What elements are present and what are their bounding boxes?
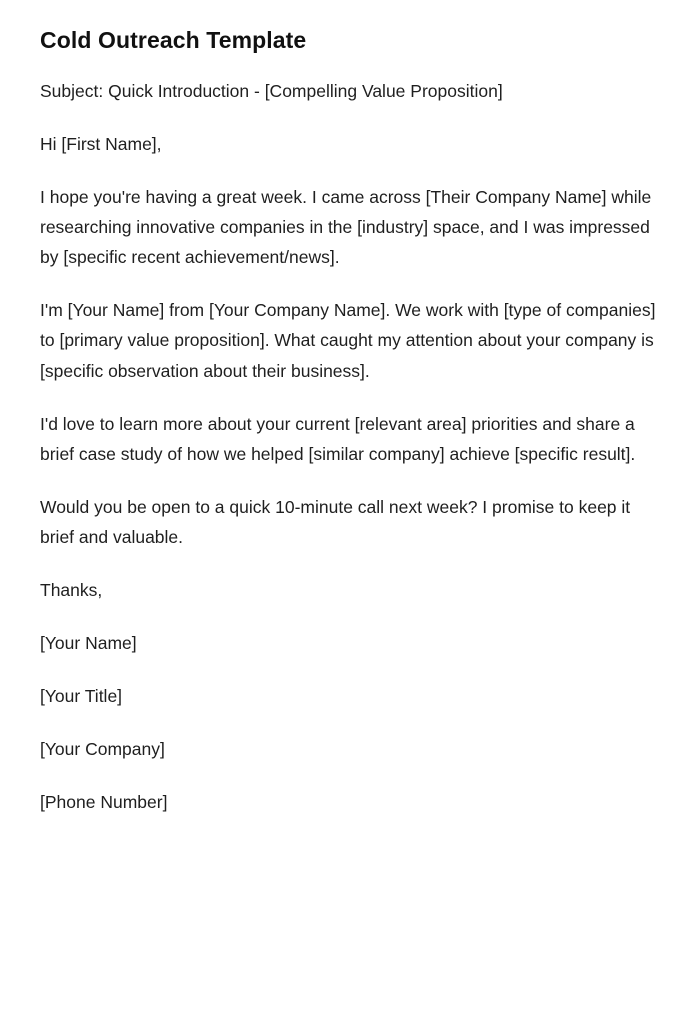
- signature-title: [Your Title]: [40, 686, 123, 707]
- case-study-paragraph: I'd love to learn more about your current [relevant area] priorities and share a brief case study of how we helped [similar company] achieve [specific result].: [40, 413, 636, 464]
- signature-company: [Your Company]: [40, 739, 165, 760]
- page-title: Cold Outreach Template: [40, 27, 307, 53]
- greeting-line: Hi [First Name],: [40, 133, 162, 154]
- subject-line: Subject: Quick Introduction - [Compelling Value Proposition]: [40, 80, 503, 101]
- call-to-action-paragraph: Would you be open to a quick 10-minute call next week? I promise to keep it brief and valuable.: [40, 496, 631, 547]
- signature-name: [Your Name]: [40, 633, 137, 654]
- signature-phone: [Phone Number]: [40, 792, 168, 813]
- value-paragraph: I'm [Your Name] from [Your Company Name]. We work with [type of companies] to [primary value proposition]. What caught my attention about your company is [specific observation about their business].: [40, 300, 656, 381]
- signoff-line: Thanks,: [40, 580, 103, 601]
- intro-paragraph: I hope you're having a great week. I came across [Their Company Name] while researching innovative companies in the [industry] space, and I was impressed by [specific recent achievement/news].: [40, 187, 652, 268]
